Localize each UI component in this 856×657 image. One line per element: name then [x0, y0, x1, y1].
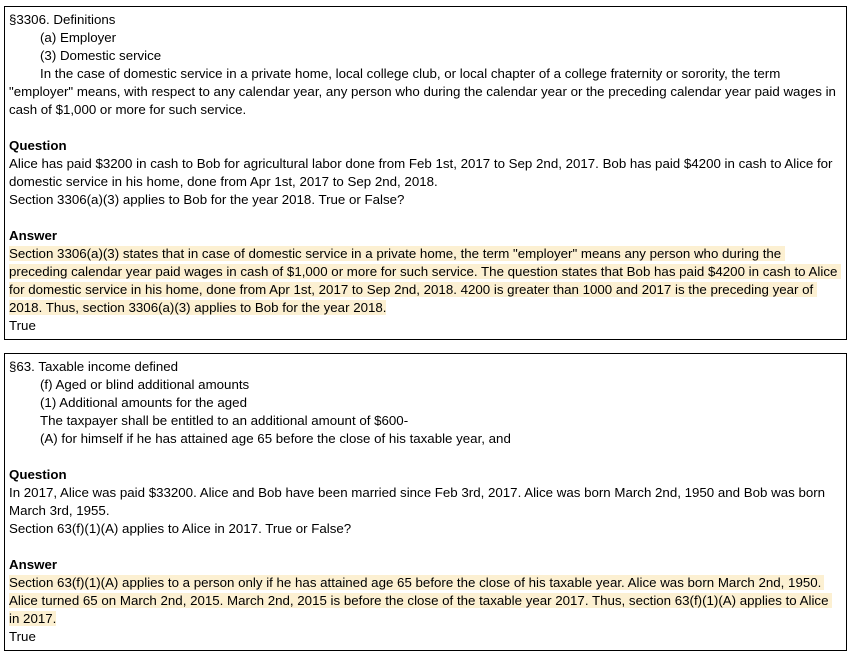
statute-subline: (3) Domestic service — [40, 48, 162, 63]
statute-card-3306 — [4, 6, 847, 340]
spacer — [9, 209, 841, 227]
answer-explanation-line — [9, 245, 841, 317]
statute-subline: (1) Additional amounts for the aged — [40, 395, 247, 410]
statute-title: §63. Taxable income defined — [9, 359, 179, 374]
answer-explanation-highlight: Section 3306(a)(3) states that in case of domestic service in a private home, the term "employer" means any person who during the preceding calendar year paid wages in cash of $1,000 or more for such service. The question states that Bob has paid $4200 in cash to Alice for domestic service in his home, done from Apr 1st, 2017 to Sep 2nd, 2018. 4200 is greater than 1000 and 2017 is the preceding year of 2018. Thus, section 3306(a)(3) applies to Bob for the year 2018. — [9, 246, 842, 315]
statute-subline: (a) Employer — [40, 30, 117, 45]
answer-label: Answer — [9, 228, 58, 243]
question-body: Alice has paid $3200 in cash to Bob for agricultural labor done from Feb 1st, 2017 to Sep 2nd, 2017. Bob has paid $4200 in cash to Alice for domestic service in his home, done from Apr 1st, 2017 to Sep 2nd, 2018. — [9, 156, 837, 189]
statute-subline: (f) Aged or blind additional amounts — [40, 377, 250, 392]
question-label: Question — [9, 138, 67, 153]
spacer — [9, 119, 841, 137]
question-body: In 2017, Alice was paid $33200. Alice and Bob have been married since Feb 3rd, 2017. Alice was born March 2nd, 1950 and Bob was born March 3rd, 1955. — [9, 485, 829, 518]
question-prompt: Section 3306(a)(3) applies to Bob for the year 2018. True or False? — [9, 192, 405, 207]
statute-subline: (A) for himself if he has attained age 65 before the close of his taxable year, and — [40, 431, 511, 446]
answer-verdict: True — [9, 318, 36, 333]
statute-title: §3306. Definitions — [9, 12, 116, 27]
spacer — [9, 448, 841, 466]
answer-explanation-line — [9, 574, 841, 628]
spacer — [9, 538, 841, 556]
statute-subline: The taxpayer shall be entitled to an additional amount of $600- — [40, 413, 409, 428]
question-label: Question — [9, 467, 67, 482]
answer-verdict: True — [9, 629, 36, 644]
answer-label: Answer — [9, 557, 58, 572]
answer-explanation-highlight: Section 63(f)(1)(A) applies to a person only if he has attained age 65 before the close of his taxable year. Alice was born March 2nd, 1950. Alice turned 65 on March 2nd, 2015. March 2nd, 2015 is before the close of the taxable year 2017. Thus, section 63(f)(1)(A) applies to Alice in 2017. — [9, 575, 833, 626]
statute-paragraph: In the case of domestic service in a private home, local college club, or local chapter of a college fraternity or sorority, the term "employer" means, with respect to any calendar year, any person who during the calendar year or the preceding calendar year paid wages in cash of $1,000 or more for such service. — [9, 66, 840, 117]
statute-card-63 — [4, 353, 847, 651]
question-prompt: Section 63(f)(1)(A) applies to Alice in 2017. True or False? — [9, 521, 352, 536]
